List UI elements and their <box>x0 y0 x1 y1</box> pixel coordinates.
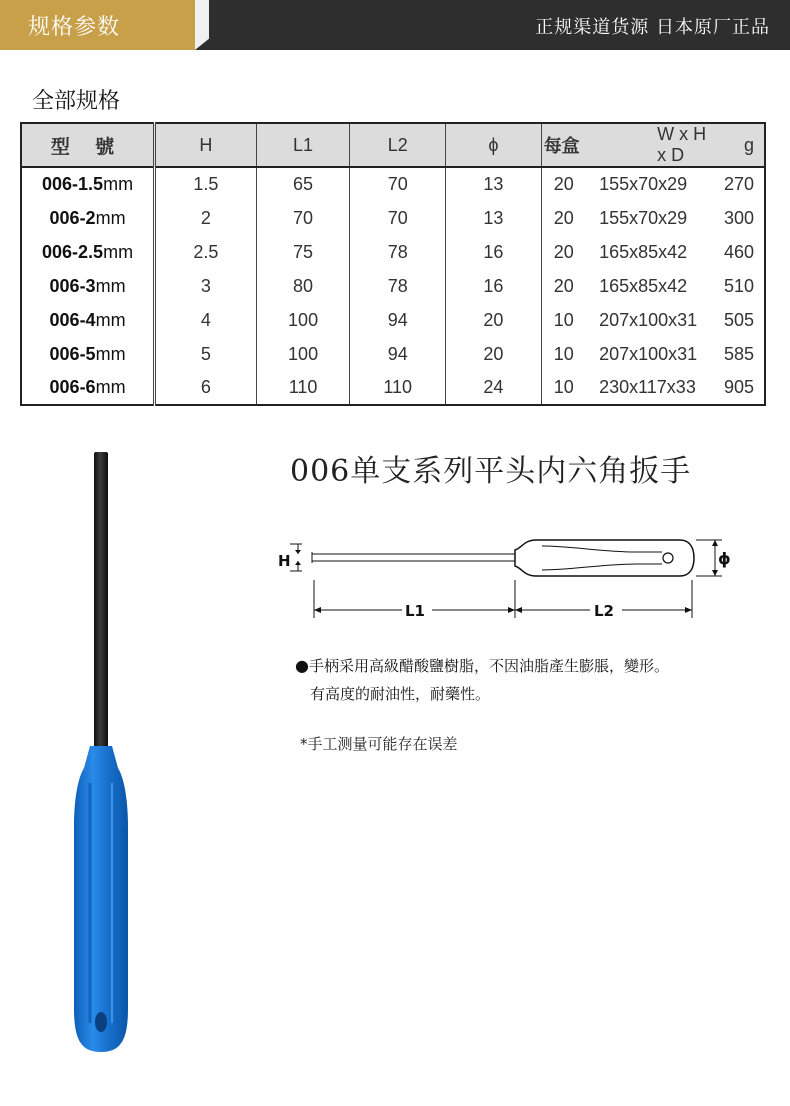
model-code: 006-5 <box>49 343 96 364</box>
cell-box-qty: 20 <box>553 241 574 262</box>
model-unit: mm <box>103 174 134 194</box>
note-line-1-text: 手柄采用高級醋酸鹽樹脂，不因油脂產生膨脹，變形。 <box>308 657 669 675</box>
hex-key-driver-photo <box>60 448 160 1058</box>
table-row <box>21 167 765 201</box>
cell-box-qty: 10 <box>553 377 574 397</box>
cell-l1: 75 <box>256 235 350 269</box>
header-model: 型 號 <box>21 123 155 167</box>
cell-model <box>21 167 155 201</box>
model-unit: mm <box>95 377 126 397</box>
cell-phi: 24 <box>446 371 542 405</box>
label-phi: ϕ <box>718 549 731 568</box>
cell-weight: 585 <box>723 343 754 364</box>
shaft <box>94 452 108 752</box>
banner-divider-stripe-dark <box>209 0 271 50</box>
cell-l1: 65 <box>256 167 350 201</box>
cell-l2: 110 <box>350 371 446 405</box>
table-row <box>21 235 765 269</box>
cell-h: 1.5 <box>155 167 257 201</box>
cell-phi: 13 <box>446 167 542 201</box>
model-unit: mm <box>95 343 126 364</box>
header-l1: L1 <box>256 123 350 167</box>
cell-model <box>21 371 155 405</box>
cell-l2: 70 <box>350 201 446 235</box>
table-row <box>21 303 765 337</box>
label-l2: L2 <box>594 602 614 620</box>
cell-phi: 16 <box>446 269 542 303</box>
cell-l2: 78 <box>350 269 446 303</box>
cell-h: 4 <box>155 303 257 337</box>
model-unit: mm <box>95 275 126 296</box>
cell-dims: 155x70x29 <box>599 174 688 194</box>
cell-h: 3 <box>155 269 257 303</box>
cell-h: 2 <box>155 201 257 235</box>
cell-h: 5 <box>155 337 257 371</box>
cell-l1: 70 <box>256 201 350 235</box>
cell-weight: 300 <box>723 207 754 228</box>
model-code: 006-2 <box>49 207 96 228</box>
cell-model <box>21 303 155 337</box>
note-measurement-disclaimer: *手工测量可能存在误差 <box>300 735 458 753</box>
cell-weight: 510 <box>723 275 754 296</box>
cell-model <box>21 235 155 269</box>
cell-h: 2.5 <box>155 235 257 269</box>
cell-l2: 94 <box>350 303 446 337</box>
cell-phi: 13 <box>446 201 542 235</box>
note-resistance: 有高度的耐油性，耐藥性。 <box>310 685 491 703</box>
model-code: 006-1.5 <box>42 174 104 194</box>
cell-weight: 270 <box>723 174 754 194</box>
cell-dims: 165x85x42 <box>599 241 688 262</box>
cell-dims: 165x85x42 <box>599 275 688 296</box>
header-box-qty: 每盒 <box>541 123 593 167</box>
model-code: 006-3 <box>49 275 96 296</box>
header-banner <box>0 0 790 50</box>
cell-l1: 100 <box>256 337 350 371</box>
cell-box-qty: 10 <box>553 309 574 330</box>
cell-phi: 20 <box>446 337 542 371</box>
header-l2: L2 <box>350 123 446 167</box>
label-h: H <box>278 552 291 570</box>
cell-h: 6 <box>155 371 257 405</box>
table-header-row <box>21 123 765 167</box>
table-row <box>21 269 765 303</box>
header-dims: W x H x D <box>593 123 711 167</box>
cell-phi: 20 <box>446 303 542 337</box>
model-code: 006-4 <box>49 309 96 330</box>
cell-weight: 505 <box>723 309 754 330</box>
model-code: 006-6 <box>49 377 96 397</box>
table-body <box>21 167 765 405</box>
cell-model <box>21 201 155 235</box>
table-row <box>21 201 765 235</box>
diagram-shaft <box>312 554 515 561</box>
cell-phi: 16 <box>446 235 542 269</box>
cell-box-qty: 10 <box>553 343 574 364</box>
cell-weight: 460 <box>723 241 754 262</box>
diagram-handle-hole <box>663 553 673 563</box>
cell-model <box>21 269 155 303</box>
model-code: 006-2.5 <box>42 241 104 262</box>
header-h: H <box>155 123 257 167</box>
cell-l1: 80 <box>256 269 350 303</box>
spec-table <box>20 122 766 406</box>
cell-l2: 94 <box>350 337 446 371</box>
label-l1: L1 <box>405 602 425 620</box>
model-unit: mm <box>103 241 134 262</box>
cell-l2: 70 <box>350 167 446 201</box>
cell-dims: 207x100x31 <box>599 309 698 330</box>
model-unit: mm <box>95 309 126 330</box>
cell-l1: 110 <box>256 371 350 405</box>
cell-model <box>21 337 155 371</box>
product-title: 006单支系列平头内六角扳手 <box>290 454 692 489</box>
model-unit: mm <box>95 207 126 228</box>
cell-dims: 155x70x29 <box>599 207 688 228</box>
cell-weight: 905 <box>723 377 754 397</box>
table-row <box>21 337 765 371</box>
handle-hole <box>95 1012 107 1032</box>
cell-dims: 230x117x33 <box>599 377 696 397</box>
handle <box>74 746 128 1052</box>
cell-l1: 100 <box>256 303 350 337</box>
cell-l2: 78 <box>350 235 446 269</box>
cell-box-qty: 20 <box>553 207 574 228</box>
cell-dims: 207x100x31 <box>599 343 698 364</box>
section-title: 全部规格 <box>32 89 121 114</box>
header-phi: ϕ <box>446 123 542 167</box>
table-row <box>21 371 765 405</box>
cell-box-qty: 20 <box>553 174 574 194</box>
note-handle-material <box>295 655 669 676</box>
banner-slogan: 正规渠道货源 日本原厂正品 <box>535 17 770 38</box>
header-weight: g <box>711 123 765 167</box>
bullet-icon: ● <box>295 656 309 675</box>
banner-title: 规格参数 <box>28 15 121 40</box>
cell-box-qty: 20 <box>553 275 574 296</box>
dimension-diagram <box>272 526 742 626</box>
